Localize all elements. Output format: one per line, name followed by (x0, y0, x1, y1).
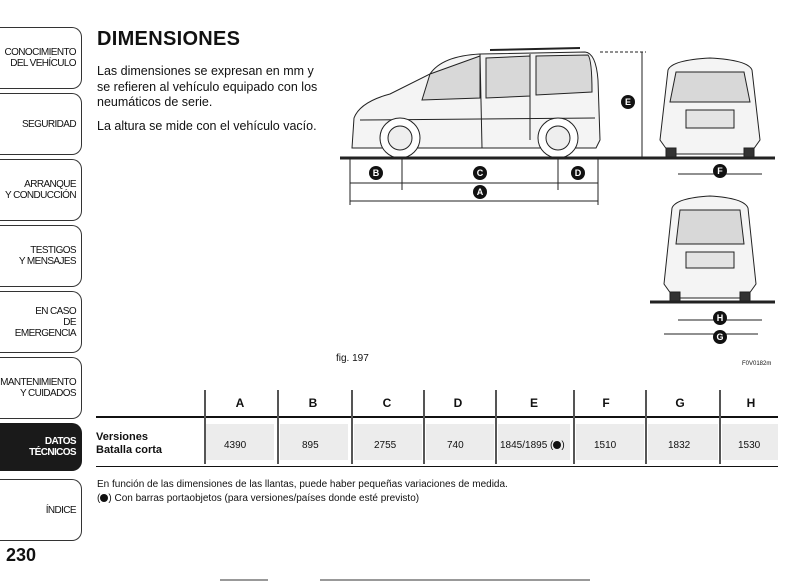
row-label (96, 431, 162, 457)
column-divider (277, 390, 279, 464)
note-variations: En función de las dimensiones de las llantas, puede haber pequeñas variaciones de medida. (97, 479, 508, 490)
figure-code: F0V0182m (742, 361, 772, 367)
intro-paragraph-1: Las dimensiones se expresan en mm y se refieren al vehículo equipado con los neumáticos de serie. (97, 64, 318, 109)
dimensions-drawing (330, 40, 785, 350)
value-d: 740 (447, 440, 464, 451)
column-divider (573, 390, 575, 464)
value-b: 895 (302, 440, 319, 451)
sidebar-item-label: TESTIGOS Y MENSAJES (18, 245, 76, 267)
divider (320, 579, 590, 581)
figure-label: fig. 197 (336, 353, 369, 364)
sidebar (0, 0, 84, 585)
dimensions-table (96, 390, 778, 467)
sidebar-item-label: MANTENIMIENTO Y CUIDADOS (0, 377, 76, 399)
intro-text (97, 64, 322, 142)
sidebar-item-conocimiento[interactable] (0, 27, 82, 89)
page-title: DIMENSIONES (97, 28, 241, 50)
column-divider (645, 390, 647, 464)
value-e-text: 1845/1895 ( (500, 440, 554, 451)
header-h: H (746, 396, 756, 410)
column-divider (423, 390, 425, 464)
row-label-versiones: Versiones (96, 431, 148, 443)
header-a: A (235, 396, 245, 410)
sidebar-item-datos-tecnicos[interactable] (0, 423, 82, 471)
marker-h: H (716, 313, 724, 323)
value-g: 1832 (668, 440, 691, 451)
value-c: 2755 (374, 440, 397, 451)
marker-g: G (716, 332, 724, 342)
column-divider (719, 390, 721, 464)
value-f: 1510 (594, 440, 617, 451)
column-divider (204, 390, 206, 464)
sidebar-item-mantenimiento[interactable] (0, 357, 82, 419)
column-divider (495, 390, 497, 464)
header-c: C (382, 396, 392, 410)
note-roof-bars-text: Con barras portaobjetos (para versiones/países donde esté previsto) (111, 493, 420, 504)
sidebar-item-emergencia[interactable] (0, 291, 82, 353)
sidebar-item-label: SEGURIDAD (21, 118, 76, 130)
sidebar-item-testigos[interactable] (0, 225, 82, 287)
header-f: F (602, 396, 610, 410)
header-b: B (308, 396, 318, 410)
value-e (500, 440, 565, 451)
sidebar-item-label: ÍNDICE (45, 504, 76, 516)
sidebar-item-arranque[interactable] (0, 159, 82, 221)
value-h: 1530 (738, 440, 761, 451)
row-label-batalla: Batalla corta (96, 444, 163, 456)
marker-d: D (574, 168, 582, 178)
page-number: 230 (6, 545, 37, 565)
sidebar-item-indice[interactable] (0, 479, 82, 541)
sidebar-item-seguridad[interactable] (0, 93, 82, 155)
sidebar-item-label: ARRANQUE Y CONDUCCIÓN (5, 179, 76, 201)
marker-f: F (717, 166, 723, 176)
marker-c: C (476, 168, 484, 178)
value-a: 4390 (224, 440, 247, 451)
header-d: D (453, 396, 463, 410)
divider (220, 579, 268, 581)
value-e-suffix: ) (561, 440, 565, 451)
column-divider (351, 390, 353, 464)
sidebar-item-label: CONOCIMIENTO DEL VEHÍCULO (4, 47, 76, 69)
table-header-row (96, 390, 778, 418)
sidebar-item-label: EN CASO DE EMERGENCIA (14, 305, 76, 339)
intro-paragraph-2: La altura se mide con el vehículo vacío. (97, 118, 317, 133)
header-g: G (675, 396, 685, 410)
marker-b: B (372, 168, 380, 178)
header-e: E (529, 396, 538, 410)
marker-e: E (624, 97, 632, 107)
sidebar-item-label: DATOS TÉCNICOS (29, 436, 76, 458)
marker-a: A (476, 187, 484, 197)
notes (97, 478, 508, 506)
table-row (96, 418, 778, 467)
note-roof-bars: ( ) Con barras portaobjetos (para versiones/países donde esté previsto) (97, 493, 420, 504)
